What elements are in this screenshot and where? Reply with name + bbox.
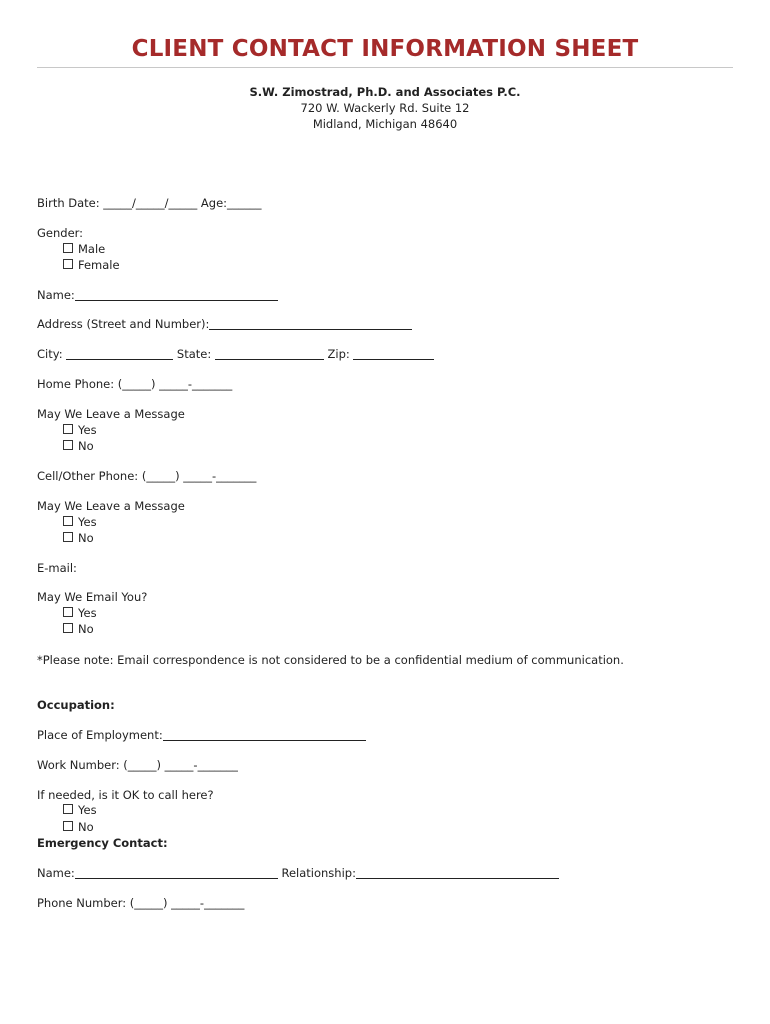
title-divider bbox=[37, 67, 733, 68]
message-no-option-2[interactable] bbox=[63, 531, 94, 545]
zip-label: Zip: bbox=[327, 347, 350, 361]
birth-date-field[interactable]: Birth Date: _____/_____/_____ Age:______ bbox=[37, 196, 262, 210]
page-title: CLIENT CONTACT INFORMATION SHEET bbox=[131, 36, 639, 62]
option-label: Yes bbox=[78, 606, 97, 620]
name-label: Name: bbox=[37, 288, 75, 302]
option-label: No bbox=[78, 531, 94, 545]
email-field[interactable]: E-mail: bbox=[37, 561, 77, 575]
email-no-option[interactable] bbox=[63, 622, 94, 636]
email-confidentiality-note: *Please note: Email correspondence is not considered to be a confidential medium of communication. bbox=[37, 653, 624, 667]
checkbox-icon[interactable] bbox=[63, 259, 73, 269]
organization-name: S.W. Zimostrad, Ph.D. and Associates P.C. bbox=[249, 85, 521, 99]
employment-field[interactable] bbox=[37, 728, 366, 742]
checkbox-icon[interactable] bbox=[63, 607, 73, 617]
emergency-name-relationship-row bbox=[37, 866, 559, 880]
checkbox-icon[interactable] bbox=[63, 424, 73, 434]
zip-blank[interactable] bbox=[353, 348, 434, 360]
employment-blank[interactable] bbox=[163, 729, 366, 741]
call-no-option[interactable] bbox=[63, 820, 94, 834]
home-phone-field[interactable]: Home Phone: (_____) _____-_______ bbox=[37, 377, 233, 391]
option-label: Male bbox=[78, 242, 106, 256]
employment-label: Place of Employment: bbox=[37, 728, 163, 742]
occupation-heading: Occupation: bbox=[37, 698, 115, 712]
relationship-label: Relationship: bbox=[281, 866, 356, 880]
organization-address-line1: 720 W. Wackerly Rd. Suite 12 bbox=[300, 101, 470, 115]
option-label: Female bbox=[78, 258, 120, 272]
city-label: City: bbox=[37, 347, 63, 361]
call-yes-option[interactable] bbox=[63, 803, 97, 817]
address-blank[interactable] bbox=[209, 318, 412, 330]
checkbox-icon[interactable] bbox=[63, 804, 73, 814]
cell-phone-field[interactable]: Cell/Other Phone: (_____) _____-_______ bbox=[37, 469, 257, 483]
emergency-phone-field[interactable]: Phone Number: (_____) _____-_______ bbox=[37, 896, 245, 910]
message-yes-option-2[interactable] bbox=[63, 515, 97, 529]
state-label: State: bbox=[176, 347, 212, 361]
checkbox-icon[interactable] bbox=[63, 243, 73, 253]
emergency-heading: Emergency Contact: bbox=[37, 836, 168, 850]
option-label: Yes bbox=[78, 803, 97, 817]
state-blank[interactable] bbox=[215, 348, 324, 360]
address-label: Address (Street and Number): bbox=[37, 317, 210, 331]
checkbox-icon[interactable] bbox=[63, 821, 73, 831]
message-yes-option-1[interactable] bbox=[63, 423, 97, 437]
option-label: Yes bbox=[78, 515, 97, 529]
emergency-name-label: Name: bbox=[37, 866, 75, 880]
city-state-zip-row bbox=[37, 347, 434, 361]
gender-male-option[interactable] bbox=[63, 242, 105, 256]
name-blank[interactable] bbox=[75, 289, 278, 301]
relationship-blank[interactable] bbox=[356, 867, 559, 879]
option-label: No bbox=[78, 439, 94, 453]
message-no-option-1[interactable] bbox=[63, 439, 94, 453]
organization-address-line2: Midland, Michigan 48640 bbox=[312, 117, 458, 131]
email-yes-option[interactable] bbox=[63, 606, 97, 620]
checkbox-icon[interactable] bbox=[63, 623, 73, 633]
checkbox-icon[interactable] bbox=[63, 440, 73, 450]
city-blank[interactable] bbox=[66, 348, 173, 360]
gender-female-option[interactable] bbox=[63, 258, 120, 272]
checkbox-icon[interactable] bbox=[63, 532, 73, 542]
address-field[interactable] bbox=[37, 317, 412, 331]
email-question: May We Email You? bbox=[37, 590, 148, 604]
work-number-field[interactable]: Work Number: (_____) _____-_______ bbox=[37, 758, 238, 772]
name-field[interactable] bbox=[37, 288, 278, 302]
message-question-1: May We Leave a Message bbox=[37, 407, 185, 421]
call-question: If needed, is it OK to call here? bbox=[37, 788, 214, 802]
option-label: Yes bbox=[78, 423, 97, 437]
option-label: No bbox=[78, 622, 94, 636]
message-question-2: May We Leave a Message bbox=[37, 499, 185, 513]
gender-label: Gender: bbox=[37, 226, 84, 240]
option-label: No bbox=[78, 820, 94, 834]
checkbox-icon[interactable] bbox=[63, 516, 73, 526]
emergency-name-blank[interactable] bbox=[75, 867, 278, 879]
